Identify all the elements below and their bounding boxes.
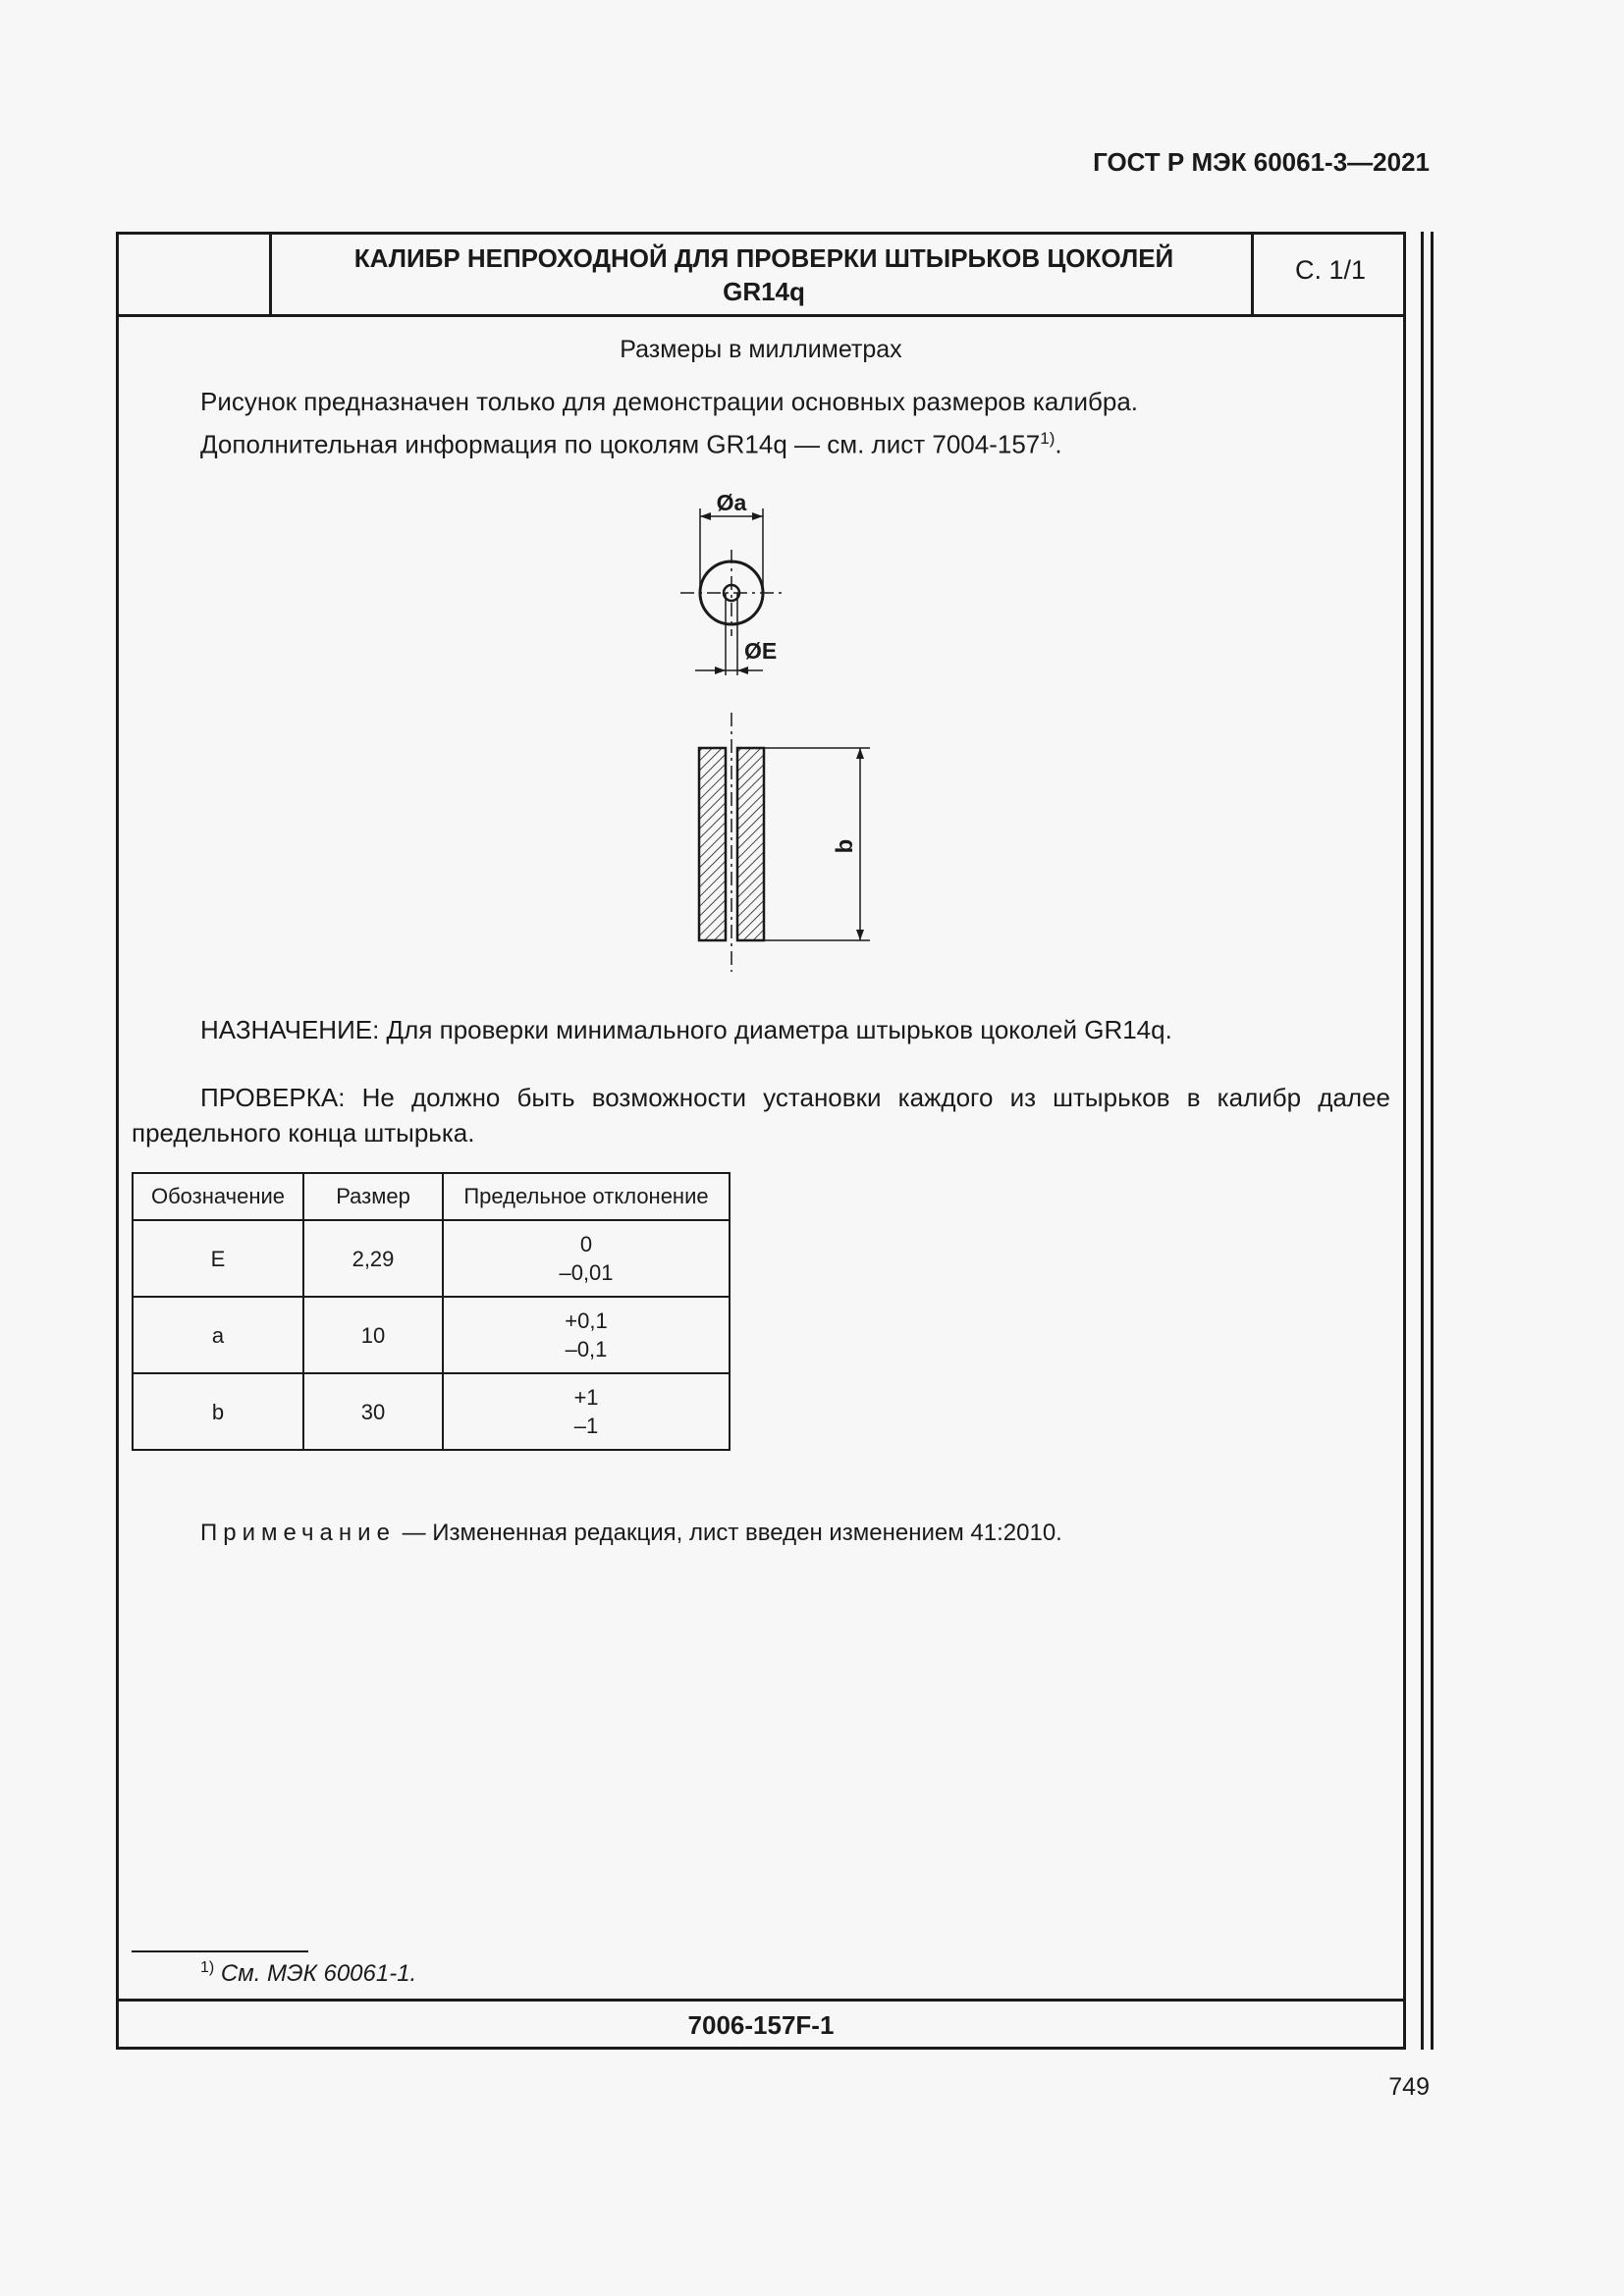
- purpose-paragraph: НАЗНАЧЕНИЕ: Для проверки минимального диаметра штырьков цоколей GR14q.: [200, 1015, 1172, 1044]
- cell-size: 10: [303, 1297, 443, 1373]
- note-paragraph: [200, 1520, 1062, 1547]
- section-wall-right: [737, 748, 764, 940]
- table-row: [133, 1220, 730, 1297]
- intro-line-1: Рисунок предназначен только для демонстрации основных размеров калибра.: [200, 387, 1139, 416]
- title-block-divider: [116, 314, 1406, 317]
- document-standard-header: ГОСТ Р МЭК 60061-3—2021: [1093, 147, 1430, 177]
- dimensions-table: [132, 1172, 731, 1451]
- label-diameter-a: Øa: [716, 490, 747, 515]
- tolerance-upper: 0: [579, 1232, 593, 1256]
- cell-tolerance: [443, 1297, 730, 1373]
- dim-a-arrow-right: [752, 512, 763, 520]
- sheet-title: [275, 241, 1253, 308]
- intro-paragraph: [200, 383, 1138, 463]
- label-length-b: b: [832, 838, 858, 854]
- dim-b-arrow-bottom: [856, 930, 864, 940]
- cell-symbol: E: [133, 1220, 303, 1297]
- footer-divider: [116, 1999, 1406, 2002]
- intro-line-2-end: .: [1055, 429, 1062, 459]
- cell-tolerance: [443, 1373, 730, 1450]
- dim-b-arrow-top: [856, 748, 864, 759]
- section-wall-left: [699, 748, 726, 940]
- header-size: Размер: [303, 1173, 443, 1220]
- cell-symbol: b: [133, 1373, 303, 1450]
- tolerance-upper: +0,1: [565, 1308, 608, 1333]
- table-row: [133, 1297, 730, 1373]
- cell-tolerance: [443, 1220, 730, 1297]
- tolerance-lower: –1: [573, 1414, 599, 1438]
- tolerance-lower: –0,01: [559, 1260, 614, 1285]
- intro-line-2-text: Дополнительная информация по цоколям GR14q — см. лист 7004-157: [200, 429, 1041, 459]
- tolerance-lower: –0,1: [565, 1337, 608, 1362]
- check-paragraph: ПРОВЕРКА: Не должно быть возможности установки каждого из штырьков в калибр далее предельного конца штырька.: [132, 1083, 1390, 1148]
- footnote-reference: 1): [1040, 429, 1056, 448]
- page-reference: С. 1/1: [1294, 255, 1367, 285]
- label-diameter-e: ØE: [744, 638, 778, 664]
- dim-a-arrow-left: [700, 512, 711, 520]
- footnote-marker: 1): [200, 1959, 215, 1976]
- tolerance-upper: +1: [573, 1385, 599, 1410]
- note-text: — Измененная редакция, лист введен изменением 41:2010.: [395, 1520, 1062, 1546]
- footnote: [200, 1959, 416, 1988]
- cell-size: 2,29: [303, 1220, 443, 1297]
- sheet-title-line2: GR14q: [723, 277, 805, 306]
- table-row: [133, 1373, 730, 1450]
- footnote-text: См. МЭК 60061-1.: [214, 1960, 417, 1987]
- frame-margin-line-2: [1431, 232, 1434, 2050]
- note-label: Примечание: [200, 1520, 396, 1546]
- page-number: 749: [1388, 2073, 1430, 2101]
- dim-e-arrow-left: [715, 667, 726, 674]
- units-caption: Размеры в миллиметрах: [620, 336, 902, 363]
- cell-size: 30: [303, 1373, 443, 1450]
- header-tolerance: Предельное отклонение: [443, 1173, 730, 1220]
- intro-line-2: [200, 420, 1138, 463]
- sheet-code: 7006-157F-1: [687, 2010, 835, 2040]
- footnote-separator: [132, 1950, 308, 1952]
- frame-margin-line-1: [1421, 232, 1424, 2050]
- title-block-left-separator: [269, 232, 272, 316]
- table-header-row: [133, 1173, 730, 1220]
- sheet-title-line1: КАЛИБР НЕПРОХОДНОЙ ДЛЯ ПРОВЕРКИ ШТЫРЬКОВ ЦОКОЛЕЙ: [353, 243, 1174, 273]
- gauge-drawing: [668, 481, 903, 991]
- header-designation: Обозначение: [133, 1173, 303, 1220]
- dim-e-arrow-right: [737, 667, 748, 674]
- cell-symbol: a: [133, 1297, 303, 1373]
